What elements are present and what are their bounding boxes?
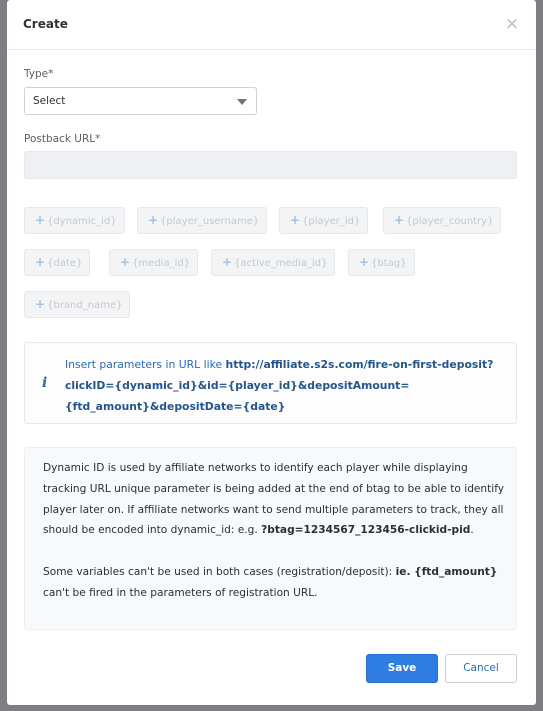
- plus-icon: +: [222, 255, 233, 269]
- param-chip-label: {date}: [47, 258, 83, 269]
- param-chip-btag[interactable]: [348, 249, 415, 276]
- description-paragraph-1: [43, 458, 505, 541]
- description-p2-end: can't be fired in the parameters of registration URL.: [43, 586, 318, 599]
- postback-url-input[interactable]: [24, 151, 517, 179]
- cancel-button[interactable]: Cancel: [445, 654, 517, 683]
- plus-icon: +: [120, 255, 131, 269]
- modal-title: Create: [23, 17, 68, 31]
- type-select[interactable]: [24, 87, 257, 115]
- param-chip-label: {active_media_id}: [234, 258, 328, 269]
- create-modal: [7, 0, 536, 705]
- param-chip-label: {btag}: [371, 258, 407, 269]
- info-prefix: Insert parameters in URL like: [65, 358, 226, 371]
- description-p1-text: Dynamic ID is used by affiliate networks to identify each player while displaying tracking URL unique parameter is being added at the end of btag to be able to identify player later on. If affiliate networks want to send multiple parameters to track, they all should be encoded into dynamic_id: e.g.: [43, 462, 505, 537]
- param-chip-label: {dynamic_id}: [47, 216, 117, 227]
- info-text: [65, 354, 505, 417]
- example-url-line2: clickID={dynamic_id}&id={player_id}&depositAmount=: [65, 379, 410, 392]
- btag-example: ?btag=1234567_123456-clickid-pid: [261, 524, 471, 537]
- ftd-amount-example: ie. {ftd_amount}: [395, 565, 498, 578]
- description-p2-text: Some variables can't be used in both cases (registration/deposit):: [43, 565, 396, 578]
- info-icon: i: [42, 375, 48, 391]
- param-chip-brand-name[interactable]: [24, 291, 130, 318]
- plus-icon: +: [394, 213, 405, 227]
- postback-url-label: Postback URL*: [24, 133, 101, 145]
- param-chip-label: {brand_name}: [47, 300, 123, 311]
- param-chip-date[interactable]: [24, 249, 90, 276]
- param-chip-active-media-id[interactable]: [211, 249, 335, 276]
- close-icon[interactable]: ×: [504, 14, 520, 34]
- description-paragraph-2: [43, 562, 505, 604]
- description-p1-end: .: [470, 524, 474, 537]
- param-chip-label: {player_username}: [160, 216, 260, 227]
- param-chip-player-username[interactable]: [137, 207, 267, 234]
- chevron-down-icon: [237, 99, 247, 105]
- type-label: Type*: [24, 68, 54, 80]
- dynamic-id-description-box: [24, 447, 517, 630]
- url-example-info-box: [24, 342, 517, 424]
- plus-icon: +: [35, 297, 46, 311]
- param-chip-player-id[interactable]: [279, 207, 368, 234]
- plus-icon: +: [148, 213, 159, 227]
- param-chip-label: {player_id}: [302, 216, 361, 227]
- param-chip-media-id[interactable]: [109, 249, 198, 276]
- example-url-line3: {ftd_amount}&depositDate={date}: [65, 400, 286, 413]
- plus-icon: +: [359, 255, 370, 269]
- plus-icon: +: [35, 255, 46, 269]
- param-chip-dynamic-id[interactable]: [24, 207, 125, 234]
- param-chip-label: {media_id}: [132, 258, 191, 269]
- description-text: [43, 458, 505, 604]
- param-chip-label: {player_country}: [406, 216, 494, 227]
- save-button[interactable]: Save: [366, 654, 438, 683]
- example-url-line1: http://affiliate.s2s.com/fire-on-first-deposit?: [225, 358, 494, 371]
- param-chip-player-country[interactable]: [383, 207, 501, 234]
- plus-icon: +: [35, 213, 46, 227]
- type-select-value: Select: [33, 95, 66, 107]
- modal-header: [7, 0, 536, 50]
- plus-icon: +: [290, 213, 301, 227]
